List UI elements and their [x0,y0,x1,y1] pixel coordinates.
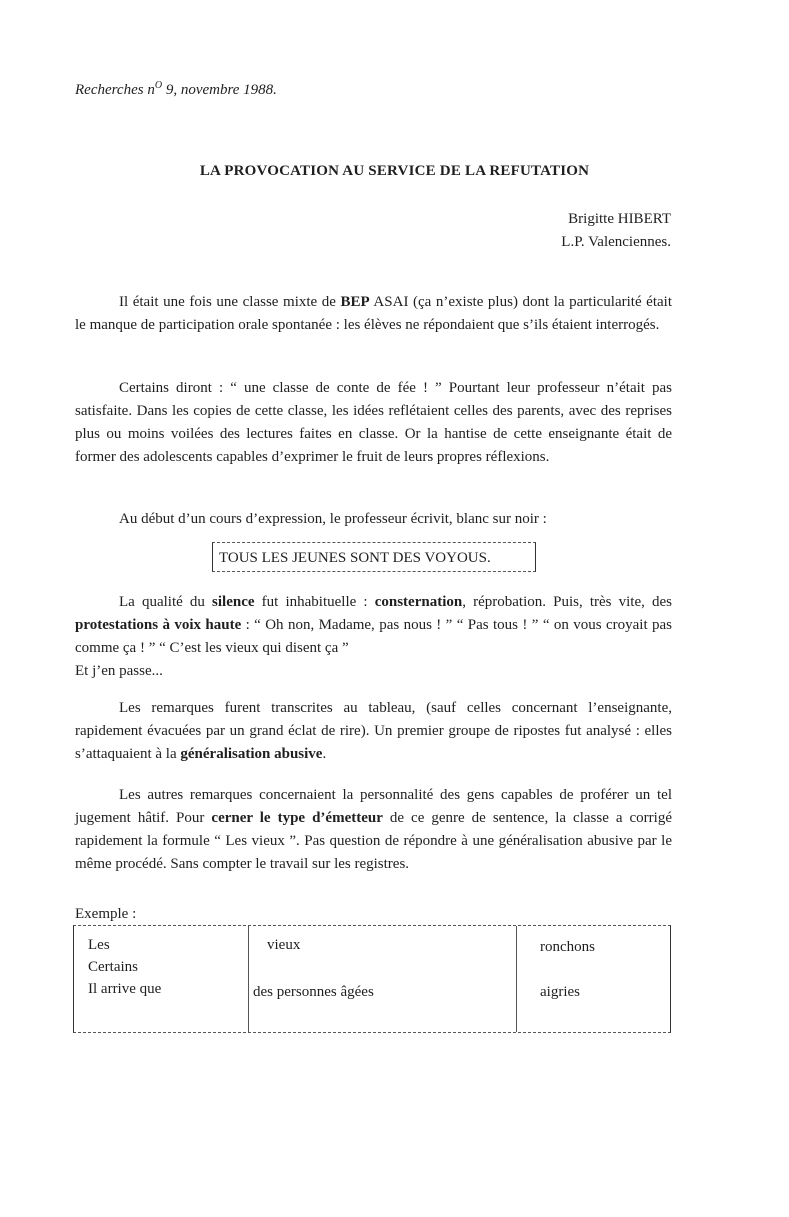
paragraph-4-tail: Et j’en passe... [75,663,163,679]
example-column-subject [74,926,248,1032]
example-column-noun [248,926,517,1032]
bold-term: généralisation abusive [180,746,323,762]
example-cell: des personnes âgées [253,984,374,1000]
author-block [561,208,671,254]
example-table [73,925,671,1033]
bold-term: cerner le type d’émetteur [211,810,383,826]
example-label: Exemple : [75,906,137,922]
author-name: Brigitte HIBERT [568,211,671,227]
example-cell: Certains [88,959,138,975]
article-title: LA PROVOCATION AU SERVICE DE LA REFUTATION [199,163,590,179]
example-cell: vieux [267,937,301,953]
example-cell: aigries [540,984,580,1000]
paragraph-6: Les autres remarques concernaient la personnalité des gens capables de proférer un tel jugement hâtif. Pour cerner le type d’émetteur de ce genre de sentence, la classe a corrigé rapidement la formule “ Les vieux ”. Pas question de répondre à une généralisation abusive par le même procédé. Sans compter le travail sur les registres. [75,787,672,872]
author-affiliation: L.P. Valenciennes. [561,234,671,250]
paragraph-4: La qualité du silence fut inhabituelle : consternation, réprobation. Puis, très vite, des protestations à voix haute : “ Oh non, Madame, pas nous ! ” “ Pas tous ! ” “ on vous croyait pas comme ça ! ” “ C’est les vieux qui disent ça ” Et j’en passe... [75,591,672,683]
paragraph-5: Les remarques furent transcrites au tableau, (sauf celles concernant l’enseignante, rapidement évacuées par un grand éclat de rire). Un premier groupe de ripostes fut analysé : elles s’attaquaient à la généralisation abusive. [75,700,672,762]
paragraph-2: Certains diront : “ une classe de conte de fée ! ” Pourtant leur professeur n’était pas satisfaite. Dans les copies de cette classe, les idées reflétaient celles des parents, avec des reprises plus ou moins voilées des lectures faites en classe. Or la hantise de cette enseignante était de former des adolescents capables d’exprimer le fruit de leurs propres réflexions. [75,380,672,465]
example-cell: ronchons [540,939,595,955]
paragraph-3: Au début d’un cours d’expression, le professeur écrivit, blanc sur noir : [119,511,547,527]
example-column-adjective [516,926,670,1032]
paragraph-1: Il était une fois une classe mixte de BEP ASAI (ça n’existe plus) dont la particularité était le manque de participation orale spontanée : les élèves ne répondaient que s’ils étaient interrogés. [75,294,672,333]
bold-term: consternation [374,594,463,610]
publication-header [75,80,277,99]
example-cell: Il arrive que [88,981,162,997]
header-superscript: O [154,80,163,91]
slogan-box: TOUS LES JEUNES SONT DES VOYOUS. [212,542,536,572]
header-text: Recherches n [75,82,155,98]
bold-term: protestations à voix haute [75,617,242,633]
example-cell: Les [88,937,110,953]
header-issue: 9, novembre 1988. [162,82,277,98]
bold-term: BEP [340,294,370,310]
bold-term: silence [212,594,255,610]
